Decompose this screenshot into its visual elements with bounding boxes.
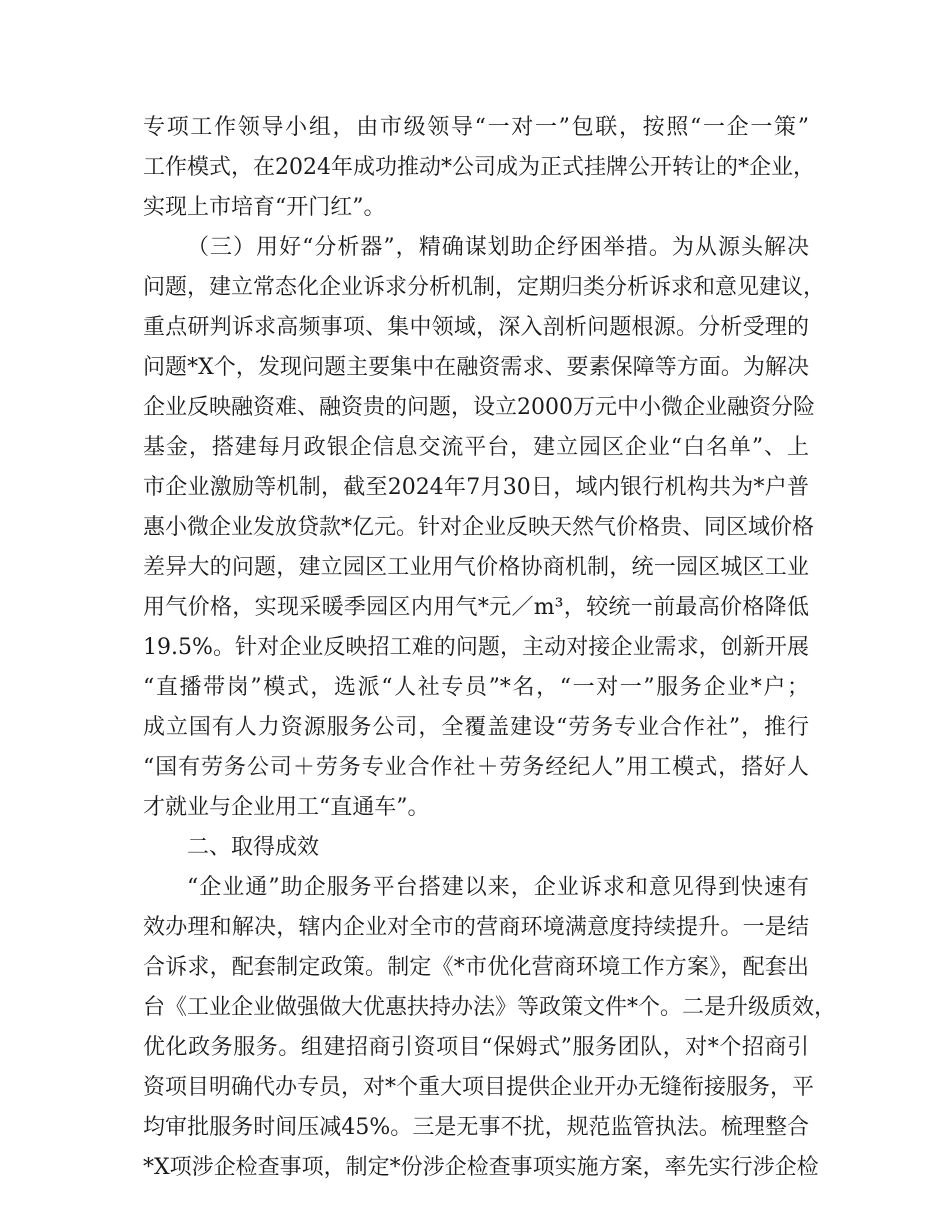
text-line: 问题*X个，发现问题主要集中在融资需求、要素保障等方面。为解决	[143, 355, 809, 380]
text-line: 19.5%。针对企业反映招工难的问题，主动对接企业需求，创新开展	[143, 635, 809, 660]
text-line: “国有劳务公司＋劳务专业合作社＋劳务经纪人”用工模式，搭好人	[143, 755, 809, 780]
text-line: “企业通”助企服务平台搭建以来，企业诉求和意见得到快速有	[187, 875, 809, 900]
text-line: 均审批服务时间压减45%。三是无事不扰，规范监管执法。梳理整合	[143, 1115, 809, 1140]
text-line: 合诉求，配套制定政策。制定《*市优化营商环境工作方案》，配套出	[143, 955, 809, 980]
text-line: 台《工业企业做强做大优惠扶持办法》等政策文件*个。二是升级质效，	[143, 995, 837, 1020]
text-line: 差异大的问题，建立园区工业用气价格协商机制，统一园区城区工业	[143, 555, 809, 580]
text-line: 优化政务服务。组建招商引资项目“保姆式”服务团队，对*个招商引	[143, 1035, 809, 1060]
text-line: 惠小微企业发放贷款*亿元。针对企业反映天然气价格贵、同区域价格	[143, 515, 815, 540]
text-line: 用气价格，实现采暖季园区内用气*元／m³，较统一前最高价格降低	[143, 595, 809, 620]
text-line: （三）用好“分析器”，精确谋划助企纾困举措。为从源头解决	[187, 235, 809, 260]
text-line: 企业反映融资难、融资贵的问题，设立2000万元中小微企业融资分险	[143, 395, 815, 420]
text-line: 实现上市培育“开门红”。	[143, 195, 386, 220]
text-line: 重点研判诉求高频事项、集中领域，深入剖析问题根源。分析受理的	[143, 315, 809, 340]
text-line: 才就业与企业用工“直通车”。	[143, 795, 430, 820]
text-line: *X项涉企检查事项，制定*份涉企检查事项实施方案，率先实行涉企检	[143, 1155, 819, 1180]
text-line: “直播带岗”模式，选派“人社专员”*名，“一对一”服务企业*户；	[143, 675, 809, 700]
document-body	[143, 108, 837, 1188]
text-line: 二、取得成效	[187, 835, 320, 860]
text-line: 成立国有人力资源服务公司，全覆盖建设“劳务专业合作社”，推行	[143, 715, 809, 740]
text-line: 基金，搭建每月政银企信息交流平台，建立园区企业“白名单”、上	[143, 435, 809, 460]
text-line: 专项工作领导小组，由市级领导“一对一”包联，按照“一企一策”	[143, 115, 809, 140]
text-line: 效办理和解决，辖内企业对全市的营商环境满意度持续提升。一是结	[143, 915, 809, 940]
text-line: 市企业激励等机制，截至2024年7月30日，域内银行机构共为*户普	[143, 475, 809, 500]
text-line: 工作模式，在2024年成功推动*公司成为正式挂牌公开转让的*企业，	[143, 155, 815, 180]
text-line: 资项目明确代办专员，对*个重大项目提供企业开办无缝衔接服务，平	[143, 1075, 815, 1100]
text-line: 问题，建立常态化企业诉求分析机制，定期归类分析诉求和意见建议，	[143, 275, 826, 300]
